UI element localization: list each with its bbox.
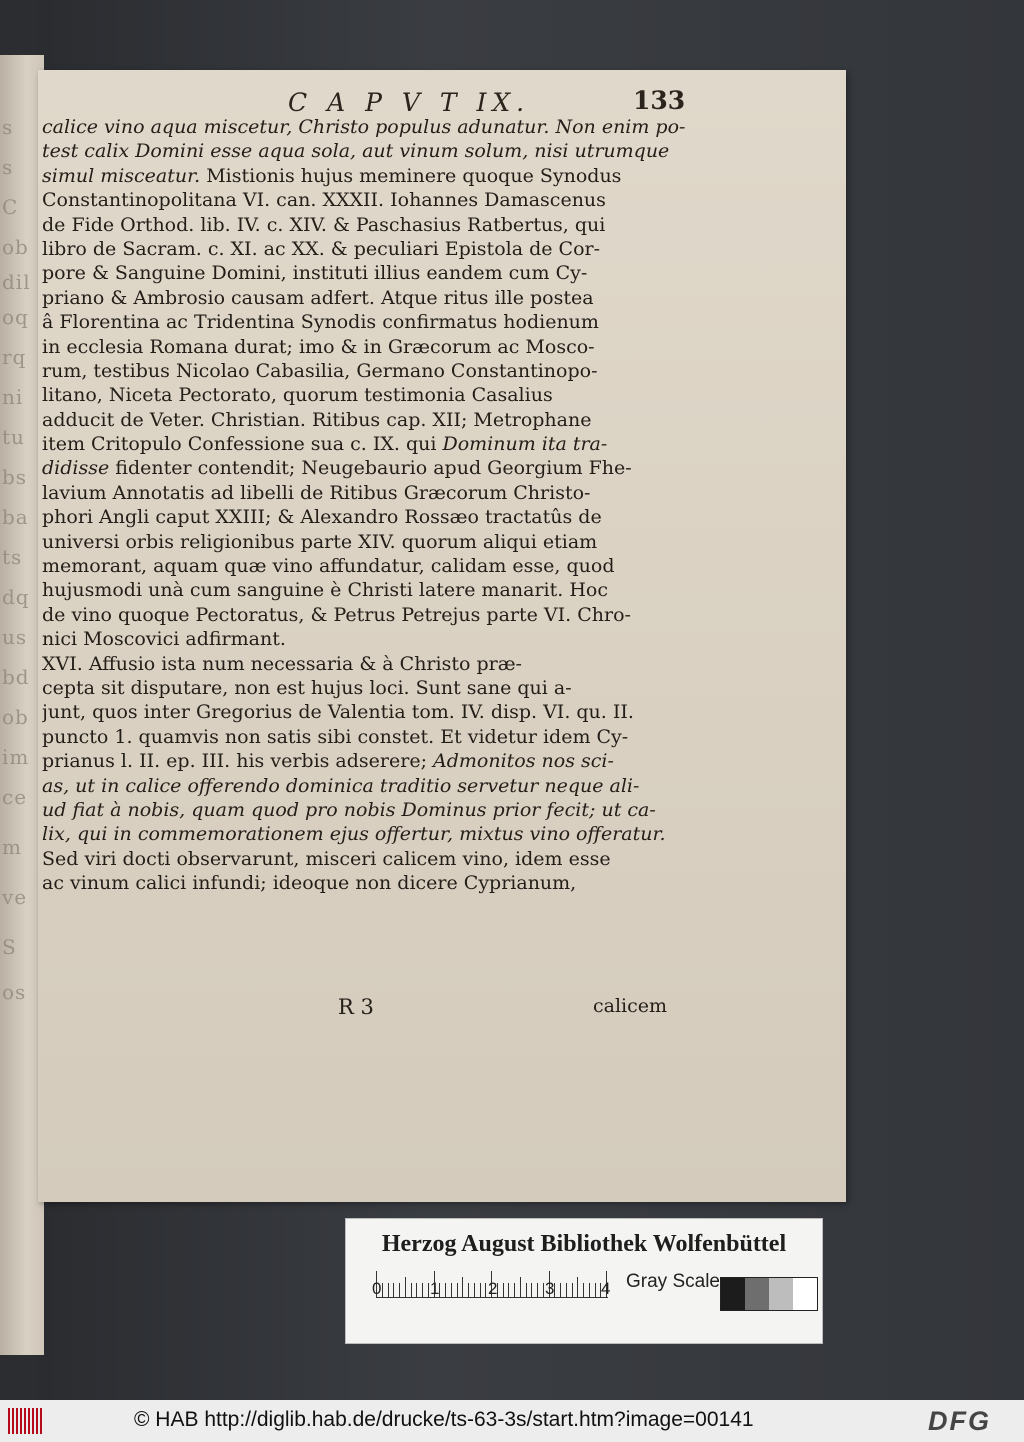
gray-scale-swatches (720, 1277, 818, 1311)
ruler-tick (388, 1283, 389, 1297)
source-link[interactable]: © HAB http://diglib.hab.de/drucke/ts-63-3s/start.htm?image=00141 (134, 1408, 754, 1431)
ruler-tick (526, 1283, 527, 1297)
ruler-tick (445, 1283, 446, 1297)
text-line (42, 115, 687, 139)
text-line (42, 676, 687, 700)
text-segment: universi orbis religionibus parte XIV. quorum aliqui etiam (42, 530, 598, 553)
ruler-tick (583, 1283, 584, 1297)
text-segment: nici Moscovici adfirmant. (42, 628, 286, 651)
page-number: 133 (633, 86, 686, 115)
text-line (42, 603, 687, 627)
dfg-logo: DFG (928, 1406, 991, 1436)
color-ruler-card (345, 1218, 823, 1344)
catchword: calicem (593, 995, 668, 1017)
text-segment: priano & Ambrosio causam adfert. Atque ritus ille postea (42, 286, 594, 309)
scale-number: 1 (430, 1279, 440, 1298)
text-segment: simul misceatur. (42, 164, 201, 187)
ruler-tick (514, 1283, 515, 1297)
gray-swatch (745, 1278, 769, 1310)
text-segment: â Florentina ac Tridentina Synodis confirmatus hodienum (42, 311, 599, 334)
ruler-tick (480, 1283, 481, 1297)
hab-logo-icon (8, 1408, 42, 1434)
text-line (42, 213, 687, 237)
text-segment: test calix Domini esse aqua sola, aut vinum solum, nisi utrumque (42, 140, 670, 163)
text-line (42, 847, 687, 871)
text-segment: ud fiat à nobis, quam quod pro nobis Dominus prior fecit; ut ca- (42, 798, 656, 821)
book-page (38, 70, 846, 1202)
ruler-tick (485, 1283, 486, 1297)
ruler-tick (503, 1283, 504, 1297)
ruler-tick (428, 1283, 429, 1297)
running-head: C A P V T IX. (288, 88, 531, 117)
text-segment: puncto 1. quamvis non satis sibi constet. Et videtur idem Cy- (42, 725, 629, 748)
ruler-tick (537, 1283, 538, 1297)
text-segment: libro de Sacram. c. XI. ac XX. & peculiari Epistola de Cor- (42, 237, 601, 260)
text-segment: calice vino aqua miscetur, Christo populus adunatur. Non enim po- (42, 116, 686, 138)
ruler-tick (572, 1283, 573, 1297)
text-line (42, 554, 687, 578)
text-segment: rum, testibus Nicolao Cabasilia, Germano Constantinopo- (42, 359, 598, 382)
text-line (42, 725, 687, 749)
text-line (42, 700, 687, 724)
ruler-tick (531, 1283, 532, 1297)
text-line (42, 310, 687, 334)
ruler-tick (422, 1283, 423, 1297)
institution-name: Herzog August Bibliothek Wolfenbüttel (381, 1231, 787, 1257)
ruler-tick (462, 1277, 463, 1297)
page-footer-marks (38, 995, 846, 1025)
text-segment: litano, Niceta Pectorato, quorum testimonia Casalius (42, 384, 553, 407)
text-segment: ac vinum calici infundi; ideoque non dicere Cyprianum, (42, 872, 577, 895)
text-segment: cepta sit disputare, non est hujus loci. Sunt sane qui a- (42, 676, 572, 699)
ruler-tick (416, 1283, 417, 1297)
text-line (42, 359, 687, 383)
text-line (42, 408, 687, 432)
text-line (42, 383, 687, 407)
text-line (42, 481, 687, 505)
gray-swatch (721, 1278, 745, 1310)
scale-number: 0 (372, 1279, 382, 1298)
text-segment: fidenter contendit; Neugebaurio apud Georgium Fhe- (109, 457, 632, 480)
text-line (42, 188, 687, 212)
text-segment: didisse (42, 457, 110, 480)
text-line (42, 530, 687, 554)
text-segment: memorant, aquam quæ vino affundatur, calidam esse, quod (42, 555, 615, 578)
text-line (42, 871, 687, 895)
text-segment: lix, qui in commemorationem ejus offertur, mixtus vino offeratur. (42, 823, 666, 846)
scale-number: 3 (545, 1279, 555, 1298)
ruler-tick (405, 1277, 406, 1297)
text-line (42, 505, 687, 529)
gray-scale-label: Gray Scale (626, 1271, 720, 1292)
ruler-tick (566, 1283, 567, 1297)
text-segment: prianus l. II. ep. III. his verbis adserere; (42, 750, 434, 773)
ruler-tick (457, 1283, 458, 1297)
ruler-tick (560, 1283, 561, 1297)
text-segment: Mistionis hujus meminere quoque Synodus (200, 164, 622, 187)
text-line (42, 286, 687, 310)
text-segment: junt, quos inter Gregorius de Valentia tom. IV. disp. VI. qu. II. (42, 701, 634, 724)
ruler-tick (520, 1277, 521, 1297)
text-line (42, 237, 687, 261)
text-line (42, 749, 687, 773)
ruler-tick (411, 1283, 412, 1297)
text-segment: item Critopulo Confessione sua c. IX. qui (42, 433, 443, 456)
text-line (42, 164, 687, 188)
text-line (42, 798, 687, 822)
ruler-tick (589, 1283, 590, 1297)
ruler-tick (399, 1283, 400, 1297)
text-line (42, 261, 687, 285)
text-segment: Dominum ita tra- (442, 433, 608, 456)
previous-page-edge: s s C ob dil oq rq ni tu bs ba ts dq us bd ob im ce m ve S os (0, 55, 44, 1355)
text-segment: lavium Annotatis ad libelli de Ritibus Græcorum Christo- (42, 481, 591, 504)
text-segment: XVI. Affusio ista num necessaria & à Christo præ- (42, 652, 522, 675)
ruler-tick (382, 1283, 383, 1297)
ruler-tick (508, 1283, 509, 1297)
gray-swatch (793, 1278, 817, 1310)
text-segment: Constantinopolitana VI. can. XXXII. Iohannes Damascenus (42, 189, 606, 212)
text-segment: Sed viri docti observarunt, misceri calicem vino, idem esse (42, 847, 611, 870)
ruler-tick (451, 1283, 452, 1297)
scale-number: 2 (488, 1279, 498, 1298)
text-line (42, 652, 687, 676)
text-line (42, 627, 687, 651)
text-line (42, 335, 687, 359)
ruler-tick (595, 1283, 596, 1297)
ruler-tick (474, 1283, 475, 1297)
text-line (42, 578, 687, 602)
body-text (42, 115, 687, 896)
text-line (42, 456, 687, 480)
ruler-tick (468, 1283, 469, 1297)
text-line (42, 432, 687, 456)
text-line (42, 139, 687, 163)
text-segment: adducit de Veter. Christian. Ritibus cap. XII; Metrophane (42, 408, 592, 431)
text-segment: de vino quoque Pectoratus, & Petrus Petrejus parte VI. Chro- (42, 603, 631, 626)
text-segment: as, ut in calice offerendo dominica traditio servetur neque ali- (42, 774, 640, 797)
text-segment: pore & Sanguine Domini, instituti illius eandem cum Cy- (42, 262, 588, 285)
text-segment: hujusmodi unà cum sanguine è Christi latere manarit. Hoc (42, 579, 608, 602)
text-segment: de Fide Orthod. lib. IV. c. XIV. & Paschasius Ratbertus, qui (42, 213, 606, 236)
gray-swatch (769, 1278, 793, 1310)
text-segment: in ecclesia Romana durat; imo & in Græcorum ac Mosco- (42, 335, 595, 358)
text-line (42, 822, 687, 846)
text-segment: Admonitos nos sci- (433, 750, 614, 773)
text-segment: phori Angli caput XXIII; & Alexandro Rossæo tractatûs de (42, 506, 602, 529)
text-line (42, 774, 687, 798)
signature-mark: R 3 (338, 995, 374, 1019)
viewer-footer (0, 1400, 1024, 1442)
scale-number: 4 (601, 1279, 611, 1298)
ruler-tick (543, 1283, 544, 1297)
ruler-tick (577, 1277, 578, 1297)
ruler-tick (393, 1283, 394, 1297)
